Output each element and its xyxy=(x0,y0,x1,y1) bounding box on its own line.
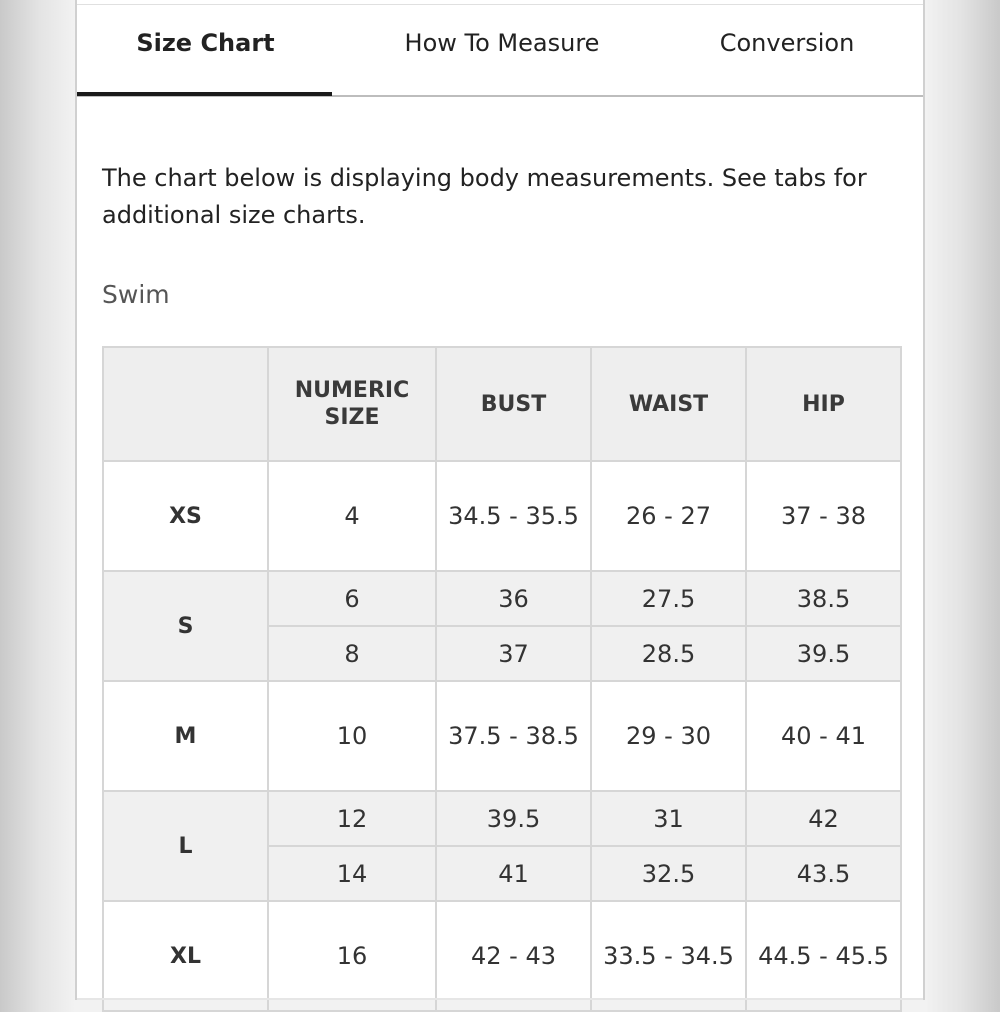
table-row xyxy=(103,461,901,571)
size-label: M xyxy=(103,681,268,791)
hip-cell: 44.5 - 45.5 xyxy=(746,901,901,1011)
size-label: S xyxy=(103,571,268,681)
bust-cell: 39.5 xyxy=(436,791,591,846)
numeric-size-cell: 12 xyxy=(268,791,436,846)
bust-cell: 37.5 - 38.5 xyxy=(436,681,591,791)
tab-conversion[interactable]: Conversion xyxy=(719,28,855,57)
hip-cell: 40 - 41 xyxy=(746,681,901,791)
table-row xyxy=(103,571,901,626)
table-row xyxy=(103,681,901,791)
bust-cell: 41 xyxy=(436,846,591,901)
header-numeric-size: NUMERIC SIZE xyxy=(268,347,436,461)
waist-cell: 28.5 xyxy=(591,626,746,681)
bust-cell: 37 xyxy=(436,626,591,681)
waist-cell: 31 xyxy=(591,791,746,846)
numeric-size-cell: 10 xyxy=(268,681,436,791)
bust-cell: 34.5 - 35.5 xyxy=(436,461,591,571)
section-title: Swim xyxy=(102,280,170,309)
hip-cell: 38.5 xyxy=(746,571,901,626)
hip-cell: 37 - 38 xyxy=(746,461,901,571)
table-header-row xyxy=(103,347,901,461)
bust-cell: 36 xyxy=(436,571,591,626)
size-label: XL xyxy=(103,901,268,1011)
header-hip: HIP xyxy=(746,347,901,461)
numeric-size-cell: 8 xyxy=(268,626,436,681)
bust-cell: 42 - 43 xyxy=(436,901,591,1011)
tab-size-chart[interactable]: Size Chart xyxy=(136,28,275,57)
size-label: L xyxy=(103,791,268,901)
table-row xyxy=(103,901,901,1011)
waist-cell: 32.5 xyxy=(591,846,746,901)
hip-cell: 39.5 xyxy=(746,626,901,681)
header-bust: BUST xyxy=(436,347,591,461)
size-guide-panel xyxy=(75,0,925,1000)
hip-cell: 42 xyxy=(746,791,901,846)
waist-cell: 26 - 27 xyxy=(591,461,746,571)
waist-cell: 29 - 30 xyxy=(591,681,746,791)
waist-cell: 33.5 - 34.5 xyxy=(591,901,746,1011)
numeric-size-cell: 14 xyxy=(268,846,436,901)
table-row xyxy=(103,791,901,846)
size-table xyxy=(102,346,902,1012)
hip-cell: 43.5 xyxy=(746,846,901,901)
numeric-size-cell: 16 xyxy=(268,901,436,1011)
active-tab-indicator xyxy=(77,92,332,96)
tab-bar xyxy=(77,0,923,97)
intro-text: The chart below is displaying body measurements. See tabs for additional size charts. xyxy=(102,164,867,229)
header-size xyxy=(103,347,268,461)
header-waist: WAIST xyxy=(591,347,746,461)
tab-how-to-measure[interactable]: How To Measure xyxy=(404,28,600,57)
waist-cell: 27.5 xyxy=(591,571,746,626)
numeric-size-cell: 6 xyxy=(268,571,436,626)
size-label: XS xyxy=(103,461,268,571)
numeric-size-cell: 4 xyxy=(268,461,436,571)
